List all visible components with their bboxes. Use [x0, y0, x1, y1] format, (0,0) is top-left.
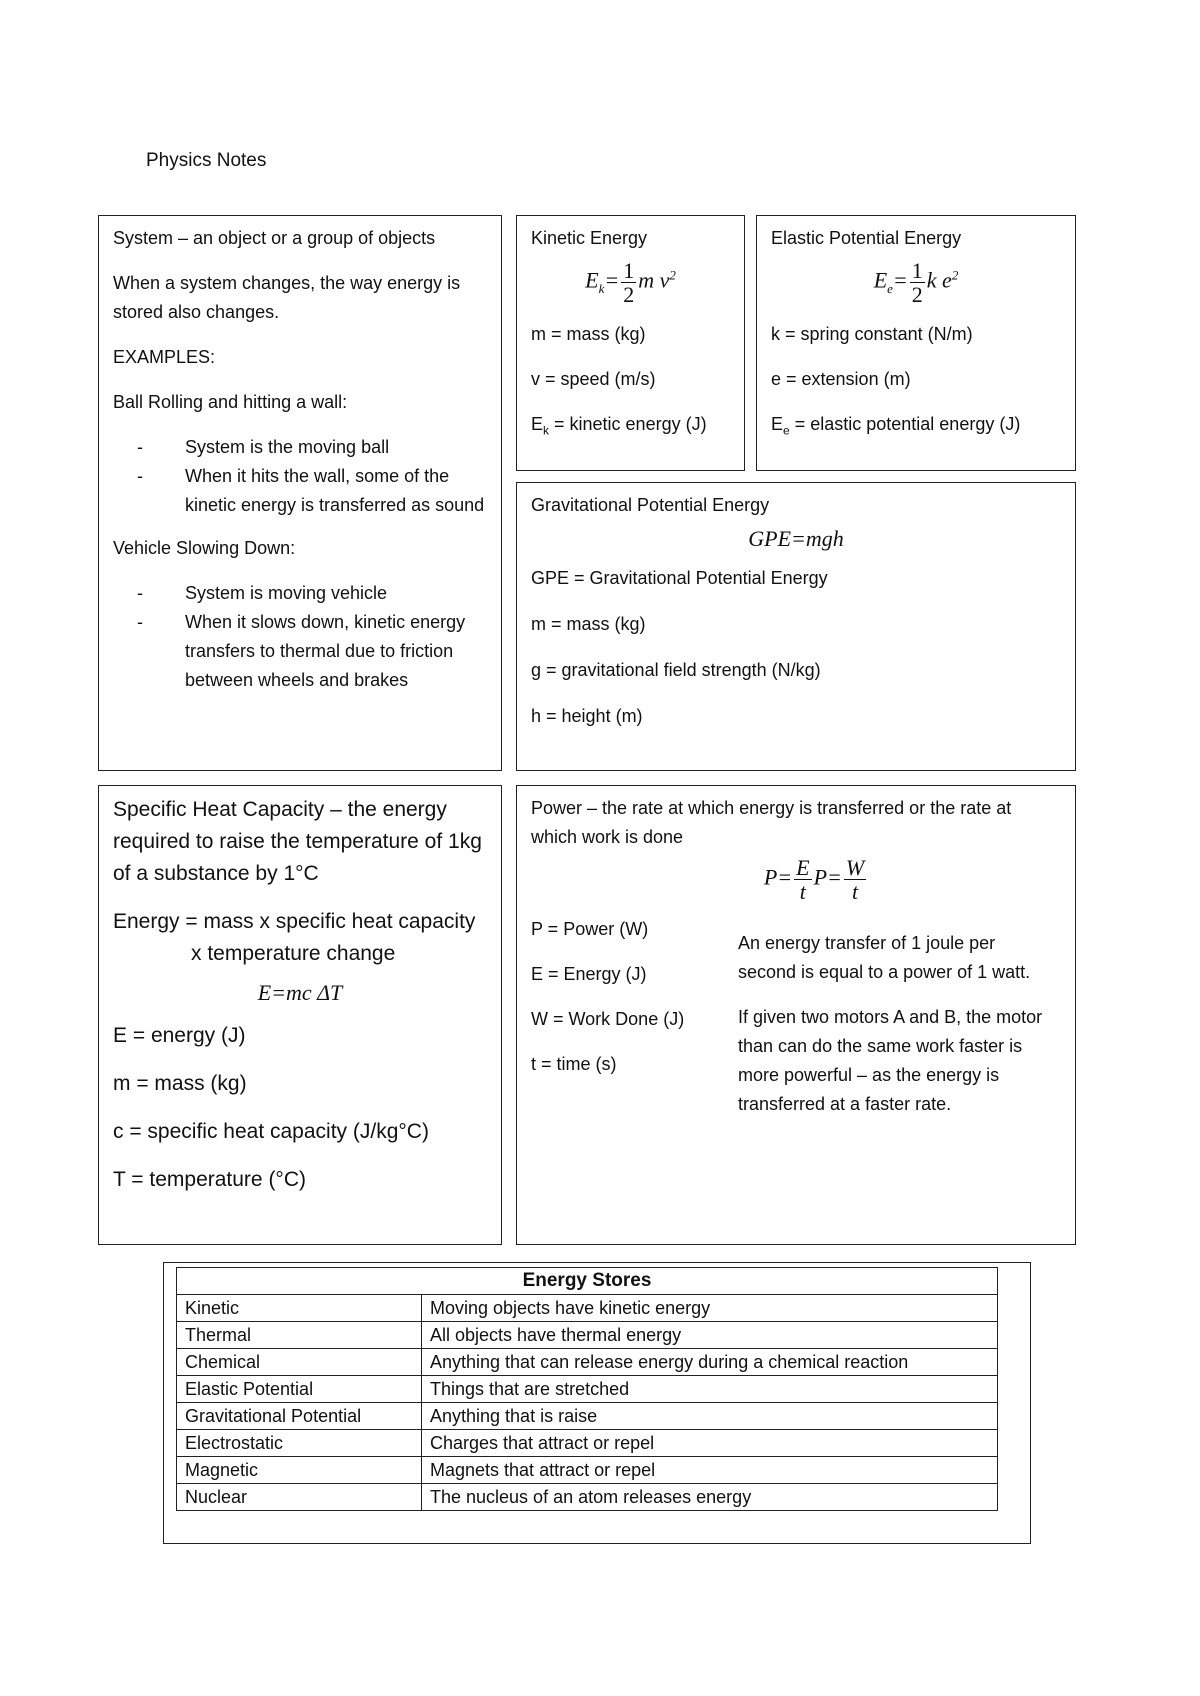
examples-label: EXAMPLES:	[113, 347, 216, 367]
list-item: - System is moving vehicle	[185, 579, 487, 608]
system-change: When a system changes, the way energy is stored also changes.	[113, 273, 461, 322]
elastic-k: k = spring constant (N/m)	[771, 324, 973, 345]
shc-temperature: T = temperature (°C)	[113, 1168, 306, 1191]
list-item: - When it slows down, kinetic energy transfers to thermal due to friction between wheels and brakes	[185, 608, 487, 695]
store-description: Magnets that attract or repel	[422, 1457, 998, 1484]
power-note2: If given two motors A and B, the motor than can do the same work faster is more powerful – as the energy is transferred at a faster rate.	[738, 1007, 1043, 1115]
shc-energy: E = energy (J)	[113, 1024, 246, 1047]
gpe-title: Gravitational Potential Energy	[531, 495, 770, 515]
shc-c: c = specific heat capacity (J/kg°C)	[113, 1120, 429, 1143]
table-row	[177, 1322, 998, 1349]
store-description: All objects have thermal energy	[422, 1322, 998, 1349]
store-name: Gravitational Potential	[177, 1403, 422, 1430]
power-p: P = Power (W)	[531, 919, 649, 940]
power-variables	[531, 913, 738, 1119]
example1-title: Ball Rolling and hitting a wall:	[113, 392, 348, 412]
power-t: t = time (s)	[531, 1054, 617, 1075]
table-row	[177, 1349, 998, 1376]
power-e: E = Energy (J)	[531, 964, 647, 985]
table-row	[177, 1376, 998, 1403]
kinetic-speed: v = speed (m/s)	[531, 369, 656, 390]
store-description: The nucleus of an atom releases energy	[422, 1484, 998, 1511]
example2-title: Vehicle Slowing Down:	[113, 538, 296, 558]
shc-mass: m = mass (kg)	[113, 1072, 247, 1095]
shc-definition: Specific Heat Capacity – the energy required to raise the temperature of 1kg of a substance by 1°C	[113, 798, 482, 885]
store-name: Magnetic	[177, 1457, 422, 1484]
gpe-mass: m = mass (kg)	[531, 614, 646, 634]
gpe-definition: GPE = Gravitational Potential Energy	[531, 568, 828, 588]
store-description: Anything that can release energy during a chemical reaction	[422, 1349, 998, 1376]
store-name: Electrostatic	[177, 1430, 422, 1457]
table-row	[177, 1403, 998, 1430]
store-name: Chemical	[177, 1349, 422, 1376]
elastic-e: e = extension (m)	[771, 369, 911, 390]
energy-stores-table	[176, 1267, 998, 1511]
list-item: - System is the moving ball	[185, 433, 487, 462]
power-columns	[531, 913, 1061, 1119]
gpe-g: g = gravitational field strength (N/kg)	[531, 660, 821, 680]
store-description: Moving objects have kinetic energy	[422, 1295, 998, 1322]
shc-equation: E=mc ΔT	[257, 980, 343, 1005]
gpe-equation: GPE=mgh	[748, 526, 844, 551]
power-box	[516, 785, 1076, 1245]
system-definition: System – an object or a group of objects	[113, 228, 436, 248]
shc-word-eq-line2: x temperature change	[191, 942, 396, 965]
kinetic-energy-box	[516, 215, 745, 471]
store-name: Kinetic	[177, 1295, 422, 1322]
power-equations: P= $\frac{E}{t}$ P= $\frac{W}{t}$	[763, 855, 865, 905]
page-title: Physics Notes	[146, 150, 267, 171]
store-description: Things that are stretched	[422, 1376, 998, 1403]
elastic-energy-box	[756, 215, 1076, 471]
example2-list	[113, 579, 487, 695]
list-item: - When it hits the wall, some of the kinetic energy is transferred as sound	[185, 462, 487, 520]
power-note1: An energy transfer of 1 joule per second is equal to a power of 1 watt.	[738, 933, 1031, 983]
elastic-ee: $E_e$ = elastic potential energy (J)	[771, 414, 1021, 438]
power-definition: Power – the rate at which energy is transferred or the rate at which work is done	[531, 798, 1012, 847]
energy-stores-title: Energy Stores	[177, 1268, 998, 1295]
table-row	[177, 1484, 998, 1511]
shc-box	[98, 785, 502, 1245]
power-notes	[738, 913, 1048, 1119]
table-row	[177, 1295, 998, 1322]
system-box	[98, 215, 502, 771]
table-row	[177, 1430, 998, 1457]
store-description: Anything that is raise	[422, 1403, 998, 1430]
store-description: Charges that attract or repel	[422, 1430, 998, 1457]
kinetic-title: Kinetic Energy	[531, 228, 648, 248]
gpe-box	[516, 482, 1076, 771]
kinetic-mass: m = mass (kg)	[531, 324, 646, 345]
elastic-title: Elastic Potential Energy	[771, 228, 962, 248]
shc-word-eq-line1: Energy = mass x specific heat capacity	[113, 910, 476, 933]
kinetic-equation: $E_k=$ $\frac{1}{2}$ m $v^2$	[585, 258, 676, 308]
store-name: Elastic Potential	[177, 1376, 422, 1403]
table-row	[177, 1457, 998, 1484]
store-name: Nuclear	[177, 1484, 422, 1511]
elastic-equation: $E_e=$ $\frac{1}{2}$ k $e^2$	[873, 258, 959, 308]
store-name: Thermal	[177, 1322, 422, 1349]
gpe-height: h = height (m)	[531, 706, 643, 726]
example1-list	[113, 433, 487, 520]
kinetic-ek: $E_k$ = kinetic energy (J)	[531, 414, 707, 438]
power-w: W = Work Done (J)	[531, 1009, 685, 1030]
